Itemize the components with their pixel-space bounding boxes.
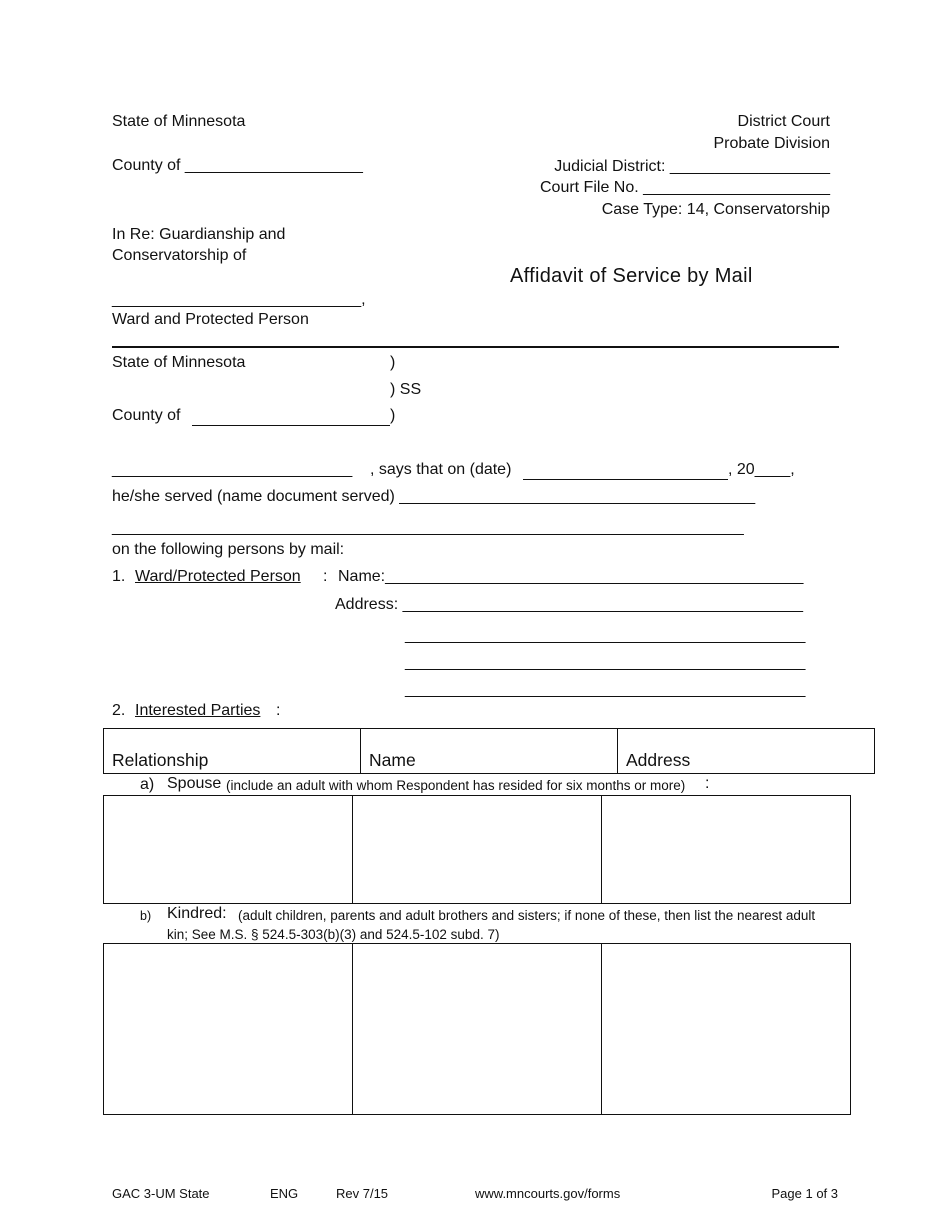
following-text: on the following persons by mail: <box>112 541 345 558</box>
venue-state: State of Minnesota <box>112 354 246 371</box>
spouse-address-cell[interactable] <box>602 796 851 904</box>
spouse-note: (include an adult with whom Respondent has resided for six months or more) <box>226 778 686 793</box>
page-title: Affidavit of Service by Mail <box>510 265 753 287</box>
footer-rev: Rev 7/15 <box>336 1186 389 1201</box>
caption-divider <box>112 346 839 348</box>
ward-address-line-3[interactable]: _____________________________________________ <box>405 654 806 671</box>
document-served-field[interactable]: he/she served (name document served) ________________________________________ <box>112 488 756 505</box>
col-address: Address <box>618 729 875 774</box>
kindred-label: Kindred: <box>167 905 227 922</box>
court-label: District Court <box>737 113 830 130</box>
spouse-table <box>103 795 851 904</box>
affiant-name-field[interactable]: ___________________________ <box>112 461 353 478</box>
division-label: Probate Division <box>713 135 830 152</box>
in-re-line1: In Re: Guardianship and <box>112 226 286 243</box>
col-relationship: Relationship <box>104 729 361 774</box>
footer-page: Page 1 of 3 <box>771 1186 838 1201</box>
parties-header-table <box>103 728 875 774</box>
spouse-relationship-cell[interactable] <box>104 796 353 904</box>
footer-url[interactable]: www.mncourts.gov/forms <box>475 1186 621 1201</box>
footer-form-id: GAC 3-UM State <box>112 1186 210 1201</box>
col-name: Name <box>361 729 618 774</box>
kindred-relationship-cell[interactable] <box>104 944 353 1115</box>
spouse-name-cell[interactable] <box>353 796 602 904</box>
footer-lang: ENG <box>270 1186 299 1201</box>
kindred-note: (adult children, parents and adult brothers and sisters; if none of these, then list the nearest adult <box>238 908 816 923</box>
kindred-table <box>103 943 851 1115</box>
state-label: State of Minnesota <box>112 113 246 130</box>
venue-paren-3: ) <box>390 407 396 424</box>
interested-number: 2. <box>112 702 126 719</box>
kindred-letter: b) <box>140 909 152 923</box>
ward-address-line-4[interactable]: _____________________________________________ <box>405 681 806 698</box>
date-blank[interactable] <box>523 479 728 480</box>
document-served-field-2[interactable]: _______________________________________________________________________ <box>112 519 744 536</box>
spouse-letter: a) <box>140 776 155 793</box>
spouse-colon: : <box>705 775 710 792</box>
interested-label: Interested Parties <box>135 702 261 719</box>
ward-section-colon: : <box>323 568 328 585</box>
ward-section-label: Ward/Protected Person <box>135 568 301 585</box>
venue-paren-1: ) <box>390 354 396 371</box>
kindred-name-cell[interactable] <box>353 944 602 1115</box>
ward-label: Ward and Protected Person <box>112 311 309 328</box>
ward-address-line[interactable]: Address: _____________________________________________ <box>335 596 804 613</box>
ward-number: 1. <box>112 568 126 585</box>
in-re-line2: Conservatorship of <box>112 247 247 264</box>
says-that-text: , says that on (date) <box>370 461 512 478</box>
ward-address-line-2[interactable]: _____________________________________________ <box>405 627 806 644</box>
kindred-address-cell[interactable] <box>602 944 851 1115</box>
ward-name-line[interactable]: Name:_______________________________________________ <box>338 568 804 585</box>
county-field[interactable]: County of ____________________ <box>112 157 363 174</box>
ward-name-field[interactable]: ____________________________, <box>112 291 366 308</box>
interested-colon: : <box>276 702 281 719</box>
judicial-district-field[interactable]: Judicial District: __________________ <box>554 158 830 175</box>
spouse-label: Spouse <box>167 775 222 792</box>
case-type-label: Case Type: 14, Conservatorship <box>601 201 830 218</box>
court-file-field[interactable]: Court File No. _____________________ <box>539 179 830 196</box>
kindred-note-2: kin; See M.S. § 524.5-303(b)(3) and 524.5-102 subd. 7) <box>167 927 500 942</box>
venue-county-blank[interactable] <box>192 425 390 426</box>
venue-county: County of <box>112 407 181 424</box>
year-field[interactable]: , 20____, <box>728 461 795 478</box>
venue-ss: ) SS <box>390 381 422 398</box>
